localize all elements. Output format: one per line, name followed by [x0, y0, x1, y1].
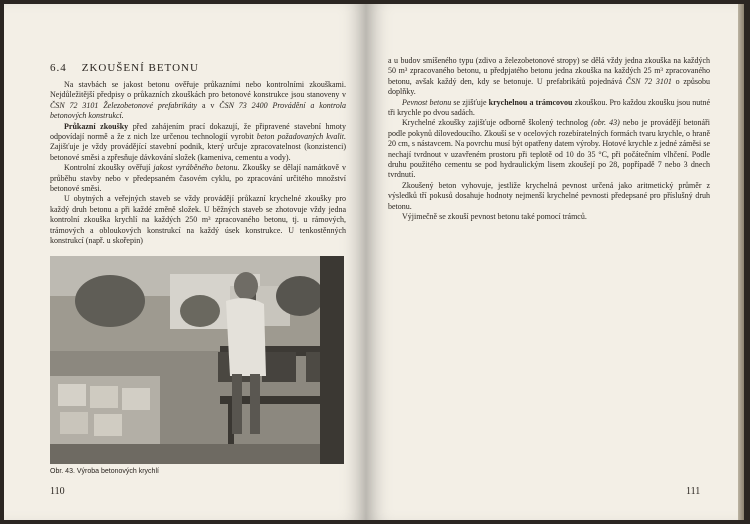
right-page	[366, 4, 738, 520]
paragraph: Krychelné zkoušky zajišťuje odborně školený technolog (obr. 43) nebo je provádějí betonáři podle pokynů dílovedoucího. Zkouší se v ocelových rozebíratelných formách tvaru krychle, o hraně 20 cm, s nástavcem. Na povrchu musí být opatřeny datem výroby. Hotové krychle z jedné záměsi se nechají tvrdnout v uzavřeném prostoru při teplotě od 10 do 35 °C, při počátečním vlhčení. Podle druhu použitého cementu se pod hydraulickým lisem zkoušejí po 28, popřípadě 7 nebo 3 dnech tvrdnutí.	[388, 118, 710, 180]
page-number: 111	[686, 486, 701, 497]
book-spread	[4, 4, 744, 520]
left-body-text	[50, 80, 346, 247]
concrete-cubes-photo	[50, 256, 344, 464]
left-page	[4, 4, 366, 520]
figure-photo	[50, 256, 344, 464]
paragraph: Na stavbách se jakost betonu ověřuje průkazními nebo kontrolními zkouškami. Nejdůležitější předpisy o průkazních zkouškách pro betonové konstrukce jsou stanoveny v ČSN 72 3101 Železobetonové prefabrikáty a v ČSN 73 2400 Provádění a kontrola betonových konstrukcí.	[50, 80, 347, 121]
paragraph: Kontrolní zkoušky ověřují jakost vyráběného betonu. Zkoušky se dělají namátkově v průběhu stavby nebo v předepsaném časovém cyklu, po zpracování určitého množství betonové směsi.	[50, 163, 347, 194]
paragraph: U obytných a veřejných staveb se vždy provádějí průkazní krychelné zkoušky pro každý druh betonu a při každé změně složek. U běžných staveb se zhotovuje vždy jedna kontrolní zkouška krychlí na každých 250 m³ zpracovaného betonu, tj. u rámových, trámových a obloukových konstrukcí na každý úsek konstrukce. U tenkostěnných konstrukcí (např. u skořepin)	[50, 194, 346, 246]
paragraph: a u budov smíšeného typu (zdivo a železobetonové stropy) se dělá vždy jedna zkouška na každých 50 m³ zpracovaného betonu, u předpjatého betonu jedna zkouška na každých 25 m³ zpracovaného betonu, avšak každý den, kdy se betonuje. U prefabrikátů pojednává ČSN 72 3101 o způsobu doplňky.	[388, 56, 710, 97]
section-title: ZKOUŠENÍ BETONU	[81, 62, 199, 74]
right-body-text	[388, 56, 710, 223]
paragraph: Zkoušený beton vyhovuje, jestliže krychelná pevnost určená jako aritmetický průměr z výsledků tří pokusů dosahuje hodnoty nejmenší krychelné pevnosti předepsané pro příslušný druh betonu.	[388, 180, 710, 211]
section-heading	[50, 62, 350, 74]
figure-caption: Obr. 43. Výroba betonových krychlí	[50, 468, 159, 475]
section-number: 6.4	[50, 62, 67, 74]
paragraph: Pevnost betonu se zjišťuje krychelnou a trámcovou zkouškou. Pro každou zkoušku jsou nutné tři krychle po dvou sadách.	[388, 97, 711, 118]
page-edge	[738, 4, 744, 520]
paragraph: Výjimečně se zkouší pevnost betonu také pomocí trámců.	[402, 212, 587, 222]
paragraph: Průkazní zkoušky před zahájením prací dokazují, že připravené stavební hmoty odpovídají normě a že z nich lze určenou technologií vyrobit beton požadovaných kvalit. Zajišťuje je vždy provádějící stavební podnik, který určuje zpracovatelnost (konzistenci) betonové směsi a zpřesňuje dávkování složek (kameniva, cementu a vody).	[50, 121, 347, 162]
page-number: 110	[50, 486, 65, 497]
